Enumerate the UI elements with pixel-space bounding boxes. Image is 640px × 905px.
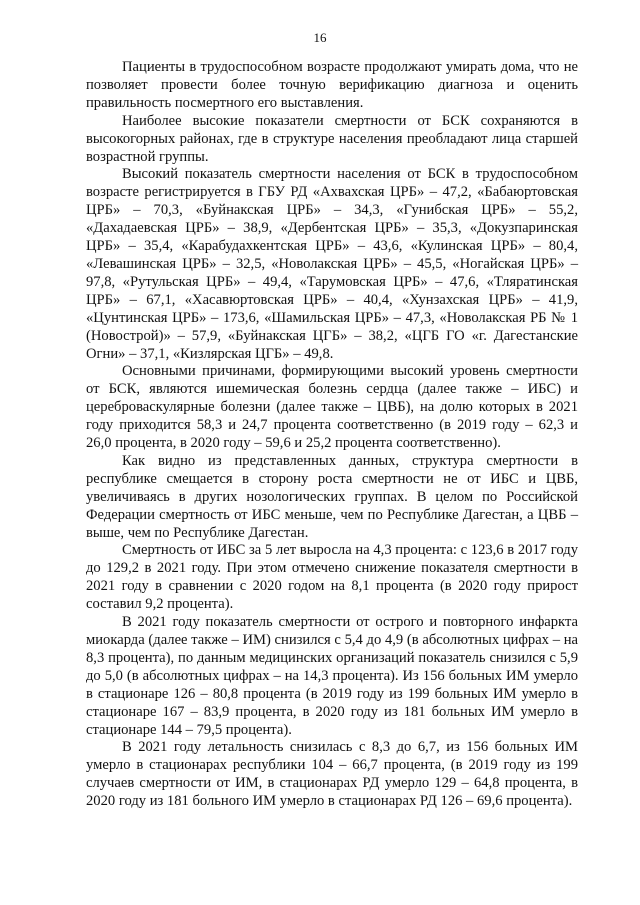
document-body: [86, 59, 578, 811]
page-number: 16: [313, 30, 327, 45]
paragraph-1: Пациенты в трудоспособном возрасте продолжают умирать дома, что не позволяет провести более точную верификацию диагноза и оценить правильность посмертного его выставления.: [86, 59, 578, 111]
paragraph-3: Высокий показатель смертности населения от БСК в трудоспособном возрасте регистрируется в ГБУ РД «Ахвахская ЦРБ» – 47,2, «Бабаюртовская ЦРБ» – 70,3, «Буйнакская ЦРБ» – 34,3, «Гунибская ЦРБ» – 55,2, «Дахадаевская ЦРБ» – 38,9, «Дербентская ЦРБ» – 35,3, «Докузпаринская ЦРБ» – 35,4, «Карабудахкентская ЦРБ» – 43,6, «Кулинская ЦРБ» – 80,4, «Левашинская ЦРБ» – 32,5, «Новолакская ЦРБ» – 45,5, «Ногайская ЦРБ» – 97,8, «Рутульская ЦРБ» – 49,4, «Тарумовская ЦРБ» – 47,6, «Тляратинская ЦРБ» – 67,1, «Хасавюртовская ЦРБ» – 40,4, «Хунзахская ЦРБ» – 41,9, «Цунтинская ЦРБ» – 173,6, «Шамильская ЦРБ» – 47,3, «Новолакская РБ № 1 (Новострой)» – 57,9, «Буйнакская ЦГБ» – 38,2, «ЦГБ ГО «г. Дагестанские Огни» – 37,1, «Кизлярская ЦГБ» – 49,8.: [86, 166, 578, 362]
paragraph-7: В 2021 году показатель смертности от острого и повторного инфаркта миокарда (далее также – ИМ) снизился с 5,4 до 4,9 (в абсолютных цифрах – на 8,3 процента), по данным медицинских организаций показатель снизился с 5,9 до 5,0 (в абсолютных цифрах – на 14,3 процента). Из 156 больных ИМ умерло в стационаре 126 – 80,8 процента (в 2019 году из 199 больных ИМ умерло в стационаре 167 – 83,9 процента, в 2020 году из 181 больных ИМ умерло в стационаре 144 – 79,5 процента).: [86, 614, 578, 738]
paragraph-6: Смертность от ИБС за 5 лет выросла на 4,3 процента: с 123,6 в 2017 году до 129,2 в 2021 году. При этом отмечено снижение показателя смертности в 2021 году в сравнении с 2020 годом на 8,1 процента (в 2020 году прирост составил 9,2 процента).: [86, 542, 578, 613]
paragraph-8: В 2021 году летальность снизилась с 8,3 до 6,7, из 156 больных ИМ умерло в стационарах республики 104 – 66,7 процента, (в 2019 году из 199 случаев смертности от ИМ, в стационарах РД умерло 129 – 64,8 процента, в 2020 году из 181 больного ИМ умерло в стационарах РД 126 – 69,6 процента).: [86, 739, 578, 810]
paragraph-4: Основными причинами, формирующими высокий уровень смертности от БСК, являются ишемическая болезнь сердца (далее также – ИБС) и цереброваскулярные болезни (далее также – ЦВБ), на долю которых в 2021 году приходится 58,3 и 24,7 процента соответственно (в 2019 году – 62,3 и 26,0 процента, в 2020 году – 59,6 и 25,2 процента соответственно).: [86, 363, 578, 452]
paragraph-2: Наиболее высокие показатели смертности от БСК сохраняются в высокогорных районах, где в структуре населения преобладают лица старшей возрастной группы.: [86, 112, 578, 165]
paragraph-5: Как видно из представленных данных, структура смертности в республике смещается в сторону роста смертности не от ИБС и ЦВБ, увеличиваясь в других нозологических группах. В целом по Российской Федерации смертность от ИБС меньше, чем по Республике Дагестан, а ЦВБ – выше, чем по Республике Дагестан.: [86, 452, 578, 541]
